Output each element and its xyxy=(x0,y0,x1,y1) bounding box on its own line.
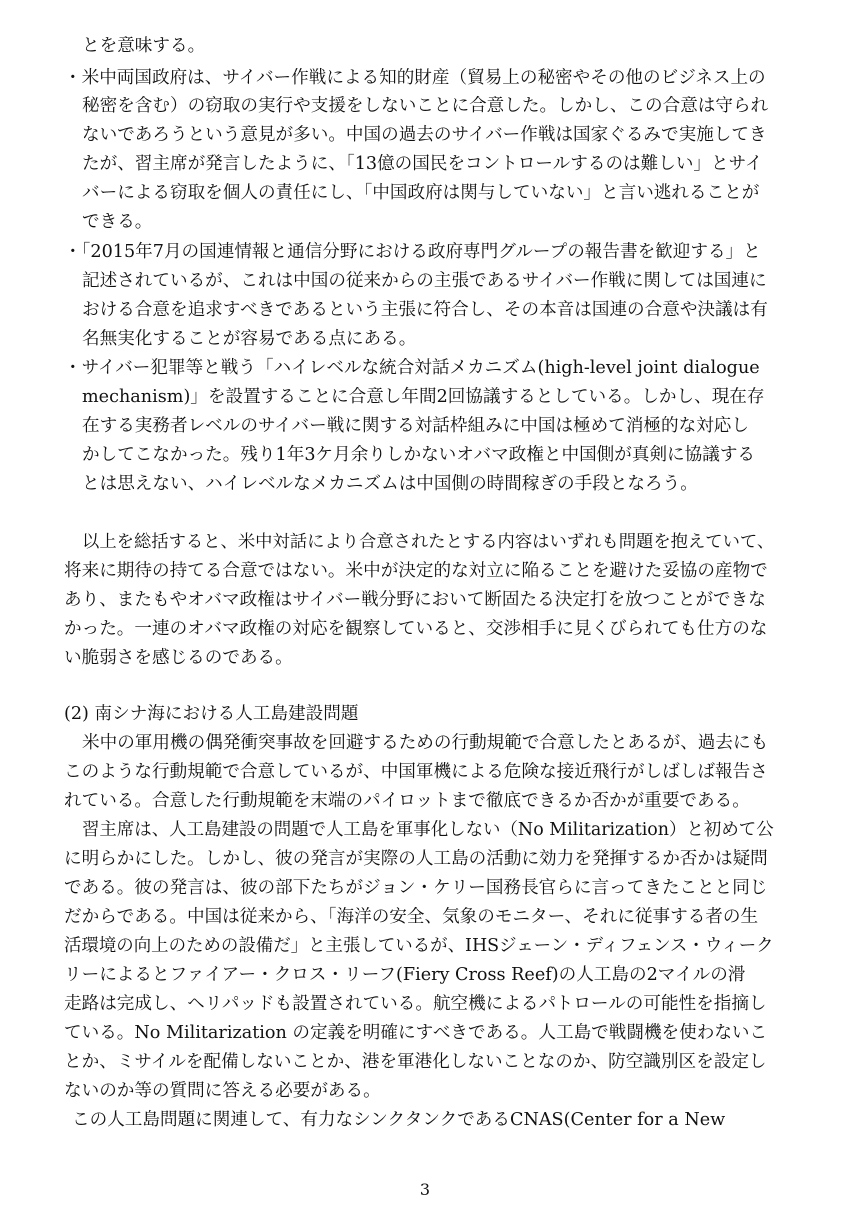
paragraph-line: 以上を総括すると、米中対話により合意されたとする内容はいずれも問題を抱えていて、 xyxy=(82,532,774,552)
text-line: バーによる窃取を個人の責任にし、「中国政府は関与していない」と言い逃れることが xyxy=(82,183,760,203)
text-line: 秘密を含む）の窃取の実行や支援をしないことに合意した。しかし、この合意は守られ xyxy=(82,96,769,116)
text-line: 在する実務者レベルのサイバー戦に関する対話枠組みに中国は極めて消極的な対応し xyxy=(82,416,749,436)
text-line: あり、またもやオバマ政権はサイバー戦分野において断固たる決定打を放つことができな xyxy=(64,590,766,610)
paragraph-line: 米中の軍用機の偶発衝突事故を回避するための行動規範で合意したとあるが、過去にも xyxy=(82,733,769,753)
text-line: かった。一連のオバマ政権の対応を観察していると、交渉相手に見くびられても仕方のな xyxy=(64,619,768,639)
text-line: ないであろうという意見が多い。中国の過去のサイバー作戦は国家ぐるみで実施してき xyxy=(82,125,767,145)
text-line: だからである。中国は従来から、「海洋の安全、気象のモニター、それに従事する者の生 xyxy=(64,907,759,927)
text-line: れている。合意した行動規範を末端のパイロットまで徹底できるか否かが重要である。 xyxy=(64,791,750,811)
bullet-item-line: ・米中両国政府は、サイバー作戦による知的財産（貿易上の秘密やその他のビジネス上の xyxy=(64,68,766,88)
text-line: とは思えない、ハイレベルなメカニズムは中国側の時間稼ぎの手段となろう。 xyxy=(82,474,698,494)
text-line: 記述されているが、これは中国の従来からの主張であるサイバー作戦に関しては国連に xyxy=(82,271,767,291)
text-line: リーによるとファイアー・クロス・リーフ(Fiery Cross Reef)の人工島の2マイルの滑 xyxy=(64,965,746,985)
text-line: い脆弱さを感じるのである。 xyxy=(64,648,293,668)
text-line: である。彼の発言は、彼の部下たちがジョン・ケリー国務長官らに言ってきたことと同じ xyxy=(64,878,768,898)
text-line: mechanism)」を設置することに合意し年間2回協議するとしている。しかし、現在存 xyxy=(82,387,765,407)
text-line: このような行動規範で合意しているが、中国軍機による危険な接近飛行がしばしば報告さ xyxy=(64,762,768,782)
text-line: とか、ミサイルを配備しないことか、港を軍港化しないことなのか、防空識別区を設定し xyxy=(64,1052,767,1072)
text-line: できる。 xyxy=(82,212,153,232)
section-heading: (2) 南シナ海における人工島建設問題 xyxy=(64,704,359,724)
text-line: 名無実化することが容易である点にある。 xyxy=(82,329,417,349)
page-number: 3 xyxy=(419,1180,431,1199)
bullet-item-line: ・サイバー犯罪等と戦う「ハイレベルな統合対話メカニズム(high-level joint dialogue xyxy=(64,358,760,378)
paragraph-line: 習主席は、人工島建設の問題で人工島を軍事化しない（No Militarization）と初めて公 xyxy=(82,820,774,840)
text-line: に明らかにした。しかし、彼の発言が実際の人工島の活動に効力を発揮するか否かは疑問 xyxy=(64,849,768,869)
text-line: とを意味する。 xyxy=(82,36,206,56)
paragraph-line: この人工島問題に関連して、有力なシンクタンクであるCNAS(Center for a New xyxy=(72,1110,726,1130)
text-line: ている。No Militarization の定義を明確にすべきである。人工島で戦闘機を使わないこ xyxy=(64,1023,768,1043)
text-line: かしてこなかった。残り1年3ケ月余りしかないオバマ政権と中国側が真剣に協議する xyxy=(82,445,756,465)
text-line: 将来に期待の持てる合意ではない。米中が決定的な対立に陥ることを避けた妥協の産物で xyxy=(64,561,768,581)
text-line: おける合意を追求すべきであるという主張に符合し、その本音は国連の合意や決議は有 xyxy=(82,300,768,320)
text-line: 活環境の向上のための設備だ」と主張しているが、IHSジェーン・ディフェンス・ウィーク xyxy=(64,936,774,956)
text-line: ないのか等の質問に答える必要がある。 xyxy=(64,1081,381,1101)
text-line: 走路は完成し、ヘリパッドも設置されている。航空機によるパトロールの可能性を指摘し xyxy=(64,994,767,1014)
text-line: たが、習主席が発言したように、「13億の国民をコントロールするのは難しい」とサイ xyxy=(82,154,763,174)
bullet-item-line: ・「2015年7月の国連情報と通信分野における政府専門グループの報告書を歓迎する」と xyxy=(64,242,761,262)
